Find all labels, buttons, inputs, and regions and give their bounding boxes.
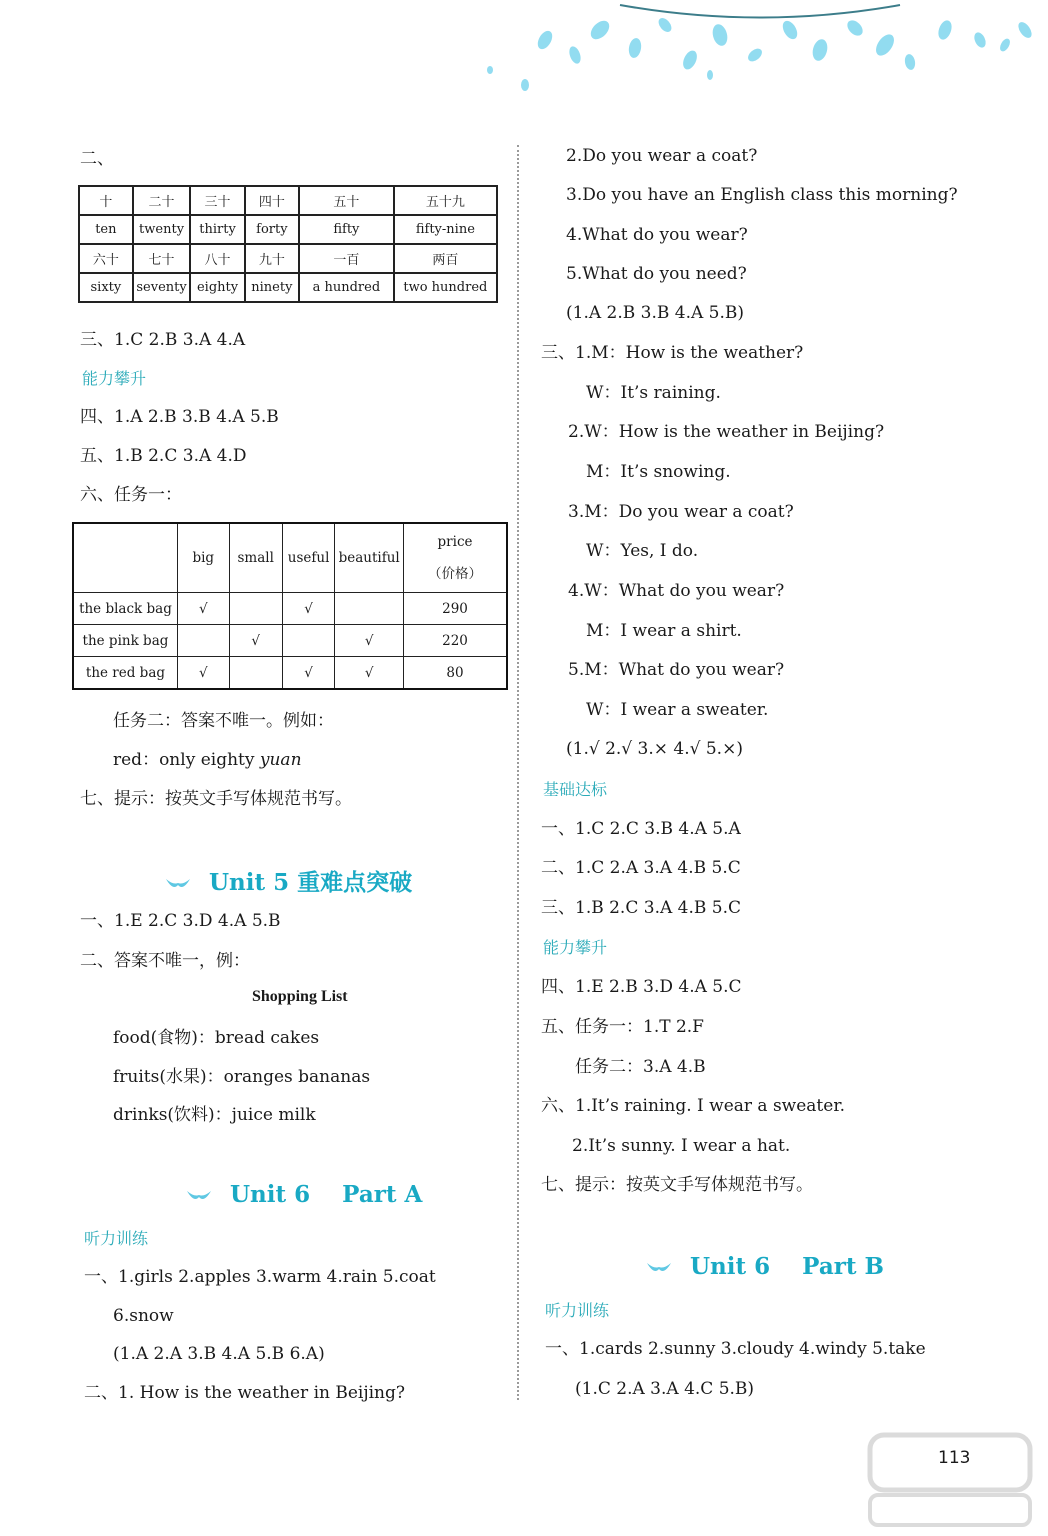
numbers-table-cell: 十 (79, 186, 133, 215)
r-line-24: 任务二：3.A 4.B (575, 1057, 706, 1077)
r-line-16: (1.√ 2.√ 3.× 4.√ 5.×) (566, 739, 743, 759)
r-line-26: 2.It’s sunny. I wear a hat. (572, 1136, 791, 1156)
numbers-table-cell: eighty (190, 273, 244, 302)
wing-icon (165, 877, 191, 891)
bags-table (72, 522, 508, 690)
watermark-logo (860, 1430, 1040, 1530)
r-line-29: 一、1.cards 2.sunny 3.cloudy 4.windy 5.take (545, 1339, 926, 1359)
bags-table-cell: √ (177, 593, 229, 625)
label-nengli-right: 能力攀升 (543, 938, 608, 957)
r-line-18: 一、1.C 2.C 3.B 4.A 5.A (541, 819, 741, 839)
r-line-27: 七、提示：按英文手写体规范书写。 (541, 1175, 813, 1195)
bags-table-header-cell: small (229, 523, 282, 593)
bags-table-header-cell (73, 523, 177, 593)
r-line-20: 三、1.B 2.C 3.A 4.B 5.C (541, 898, 741, 918)
r-line-12: 4.W：What do you wear? (568, 581, 785, 601)
bags-table-cell (229, 593, 282, 625)
r-line-30: (1.C 2.A 3.A 4.C 5.B) (575, 1379, 755, 1399)
bags-table-cell (229, 657, 282, 690)
section-2-label: 二、 (80, 149, 114, 169)
a-answer-yi2: 6.snow (113, 1306, 174, 1326)
bags-table-header-cell: beautiful (335, 523, 404, 593)
bags-table-cell: √ (335, 625, 404, 657)
unit5-title: Unit 5 重难点突破 (209, 869, 413, 896)
answer-si: 四、1.A 2.B 3.B 4.A 5.B (80, 407, 279, 427)
r-line-7: W：It’s raining. (586, 383, 721, 403)
bag-name-cell: the black bag (73, 593, 177, 625)
r-line-25: 六、1.It’s raining. I wear a sweater. (541, 1096, 845, 1116)
r-line-4: 5.What do you need? (566, 264, 747, 284)
numbers-table-row (79, 215, 497, 244)
numbers-table-cell: 五十九 (394, 186, 497, 215)
numbers-table-cell: a hundred (299, 273, 394, 302)
numbers-table-cell: fifty-nine (394, 215, 497, 244)
red-answer (113, 749, 302, 771)
unit5-heading (165, 864, 412, 897)
bags-table-row (73, 657, 507, 690)
bag-name-cell: the pink bag (73, 625, 177, 657)
numbers-table-cell: thirty (190, 215, 244, 244)
r-line-13: M：I wear a shirt. (586, 621, 742, 641)
label-tingli-b: 听力训练 (545, 1301, 610, 1320)
shopping-fruits: fruits(水果)：oranges bananas (113, 1067, 371, 1087)
r-line-11: W：Yes, I do. (586, 541, 699, 561)
column-divider (517, 145, 519, 1400)
unit6b-heading (646, 1253, 884, 1280)
numbers-table-row (79, 244, 497, 273)
bags-table-row (73, 625, 507, 657)
shopping-food: food(食物)：bread cakes (113, 1028, 320, 1048)
red-answer-yuan: yuan (259, 750, 302, 770)
price-header-sub: （价格） (428, 566, 483, 582)
numbers-table-cell: twenty (133, 215, 191, 244)
numbers-table-row (79, 186, 497, 215)
numbers-table-cell: sixty (79, 273, 133, 302)
bags-table-header-row (73, 523, 507, 593)
answer-san: 三、1.C 2.B 3.A 4.A (80, 330, 246, 350)
bags-table-cell (177, 625, 229, 657)
r-line-5: (1.A 2.B 3.B 4.A 5.B) (566, 303, 745, 323)
bags-table-cell: 80 (404, 657, 507, 690)
numbers-table-cell: 一百 (299, 244, 394, 273)
bags-table-cell (335, 593, 404, 625)
numbers-table-cell: 八十 (190, 244, 244, 273)
r-line-1: 2.Do you wear a coat? (566, 146, 758, 166)
bag-name-cell: the red bag (73, 657, 177, 690)
numbers-table-cell: 三十 (190, 186, 244, 215)
shopping-list-title: Shopping List (252, 988, 348, 1005)
page-number: 113 (938, 1448, 971, 1468)
r-line-10: 3.M：Do you wear a coat? (568, 502, 794, 522)
answer-qi: 七、提示：按英文手写体规范书写。 (80, 789, 352, 809)
numbers-table-cell: 六十 (79, 244, 133, 273)
a-answer-yi3: (1.A 2.A 3.B 4.A 5.B 6.A) (113, 1344, 325, 1364)
r-line-15: W：I wear a sweater. (586, 700, 769, 720)
numbers-table-cell: 九十 (245, 244, 299, 273)
label-jichu: 基础达标 (543, 780, 608, 799)
a-answer-er: 二、1. How is the weather in Beijing? (84, 1383, 405, 1403)
r-line-2: 3.Do you have an English class this morning? (566, 185, 958, 205)
wing-icon (646, 1261, 672, 1275)
price-header: price (437, 534, 473, 550)
numbers-table-cell: 两百 (394, 244, 497, 273)
u5-answer-er: 二、答案不唯一，例： (80, 951, 250, 971)
bags-table-header-cell (404, 523, 507, 593)
r-line-19: 二、1.C 2.A 3.A 4.B 5.C (541, 858, 741, 878)
bags-table-header-cell: useful (282, 523, 335, 593)
unit6b-title: Unit 6 Part B (690, 1253, 884, 1280)
numbers-table-cell: 二十 (133, 186, 191, 215)
bags-table-cell: √ (229, 625, 282, 657)
numbers-table-cell: 五十 (299, 186, 394, 215)
numbers-table-cell: 四十 (245, 186, 299, 215)
a-answer-yi: 一、1.girls 2.apples 3.warm 4.rain 5.coat (84, 1267, 436, 1287)
numbers-table (78, 185, 498, 303)
label-tingli-a: 听力训练 (84, 1229, 149, 1248)
bags-table-row (73, 593, 507, 625)
u5-answer-yi: 一、1.E 2.C 3.D 4.A 5.B (80, 911, 281, 931)
unit6a-title: Unit 6 Part A (230, 1181, 423, 1208)
r-line-3: 4.What do you wear? (566, 225, 748, 245)
r-line-8: 2.W：How is the weather in Beijing? (568, 422, 885, 442)
unit6a-heading (186, 1181, 422, 1208)
bags-table-cell: √ (282, 593, 335, 625)
numbers-table-cell: ninety (245, 273, 299, 302)
numbers-table-row (79, 273, 497, 302)
r-line-6: 三、1.M：How is the weather? (541, 343, 804, 363)
bags-table-cell: √ (335, 657, 404, 690)
header-decoration (0, 0, 1048, 110)
r-line-9: M：It’s snowing. (586, 462, 731, 482)
bags-table-cell: 220 (404, 625, 507, 657)
r-line-14: 5.M：What do you wear? (568, 660, 785, 680)
task2-label: 任务二：答案不唯一。例如： (113, 711, 334, 731)
bags-table-cell (282, 625, 335, 657)
bags-table-cell: √ (177, 657, 229, 690)
wing-icon (186, 1189, 212, 1203)
red-answer-text: red：only eighty (113, 750, 255, 770)
answer-liu: 六、任务一： (80, 485, 182, 505)
r-line-22: 四、1.E 2.B 3.D 4.A 5.C (541, 977, 742, 997)
numbers-table-cell: two hundred (394, 273, 497, 302)
shopping-drinks: drinks(饮料)：juice milk (113, 1105, 316, 1125)
answer-wu: 五、1.B 2.C 3.A 4.D (80, 446, 247, 466)
numbers-table-cell: seventy (133, 273, 191, 302)
bags-table-header-cell: big (177, 523, 229, 593)
numbers-table-cell: ten (79, 215, 133, 244)
r-line-23: 五、任务一：1.T 2.F (541, 1017, 704, 1037)
bags-table-cell: 290 (404, 593, 507, 625)
numbers-table-cell: forty (245, 215, 299, 244)
numbers-table-cell: fifty (299, 215, 394, 244)
bags-table-cell: √ (282, 657, 335, 690)
label-nengli: 能力攀升 (82, 369, 147, 388)
numbers-table-cell: 七十 (133, 244, 191, 273)
